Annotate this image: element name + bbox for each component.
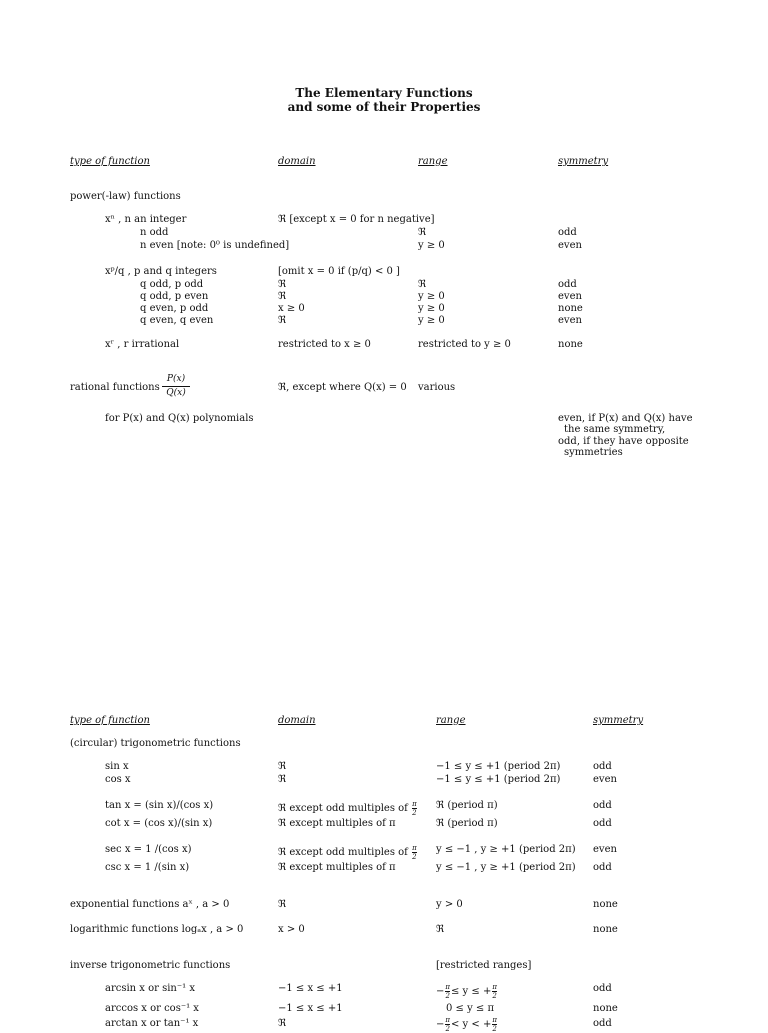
header-domain-2: domain <box>278 715 316 726</box>
inv-asin-range-mid: ≤ y ≤ + <box>451 986 492 997</box>
rational-domain: ℜ, except where Q(x) = 0 <box>278 382 407 393</box>
section-trig: (circular) trigonometric functions <box>70 738 241 749</box>
trig-csc-domain: ℜ except multiples of π <box>278 862 396 873</box>
inv-atan-sym: odd <box>593 1018 612 1029</box>
section-power: power(-law) functions <box>70 191 181 202</box>
power-q4-label: q even, q even <box>140 315 214 326</box>
trig-sec-range: y ≤ −1 , y ≥ +1 (period 2π) <box>436 844 576 855</box>
header-symmetry: symmetry <box>558 156 609 167</box>
power-q3-label: q even, p odd <box>140 303 209 314</box>
page-title: The Elementary Functions <box>295 86 473 100</box>
trig-cot-range: ℜ (period π) <box>436 818 498 829</box>
power-q2-label: q odd, p even <box>140 291 209 302</box>
power-q1-domain: ℜ <box>278 279 287 290</box>
section-inverse-trig: inverse trigonometric functions <box>70 960 231 971</box>
header-symmetry-2: symmetry <box>593 715 644 726</box>
trig-csc-range: y ≤ −1 , y ≥ +1 (period 2π) <box>436 862 576 873</box>
pi-over-two: $\frac{\pi}{2}$ <box>445 983 450 1000</box>
inv-acos-range: 0 ≤ y ≤ π <box>446 1003 495 1014</box>
inv-atan-range-mid: < y < + <box>451 1019 492 1030</box>
power-q4-sym: even <box>558 315 582 326</box>
rational-sym-1: even, if P(x) and Q(x) have <box>558 413 693 424</box>
power-rat-label: xᵖ/q , p and q integers <box>105 266 217 277</box>
trig-cos-label: cos x <box>105 774 131 785</box>
power-q4-range: y ≥ 0 <box>418 315 445 326</box>
rational-sym-4: symmetries <box>564 447 623 458</box>
power-q1-label: q odd, p odd <box>140 279 204 290</box>
trig-tan-sym: odd <box>593 800 612 811</box>
power-q1-sym: odd <box>558 279 577 290</box>
power-int-domain: ℜ [except x = 0 for n negative] <box>278 214 435 225</box>
rational-fraction <box>162 374 190 399</box>
rational-sym-3: odd, if they have opposite <box>558 436 689 447</box>
rational-range: various <box>418 382 456 393</box>
trig-sec-label: sec x = 1 /(cos x) <box>105 844 192 855</box>
power-irr-range: restricted to y ≥ 0 <box>418 339 511 350</box>
page-subtitle: and some of their Properties <box>287 100 481 114</box>
expo-sym: none <box>593 899 618 910</box>
trig-csc-label: csc x = 1 /(sin x) <box>105 862 190 873</box>
pi-over-two: $\frac{\pi}{2}$ <box>492 983 497 1000</box>
rational-numerator: P(x) <box>166 374 186 384</box>
trig-cot-sym: odd <box>593 818 612 829</box>
trig-cos-range: −1 ≤ y ≤ +1 (period 2π) <box>436 774 561 785</box>
inv-asin-range: $-\frac{\pi}{2}\le y \le +\frac{\pi}{2}$ <box>436 983 497 1000</box>
rational-denominator: Q(x) <box>166 388 186 398</box>
expo-range: y > 0 <box>436 899 463 910</box>
header-range-2: range <box>436 715 466 726</box>
log-range: ℜ <box>436 924 445 935</box>
trig-sec-domain <box>278 844 418 861</box>
power-q2-domain: ℜ <box>278 291 287 302</box>
power-rat-domain: [omit x = 0 if (p/q) < 0 ] <box>278 266 400 277</box>
trig-sec-domain-text: ℜ except odd multiples of <box>278 847 408 858</box>
log-sym: none <box>593 924 618 935</box>
rational-note: for P(x) and Q(x) polynomials <box>105 413 254 424</box>
inv-asin-sym: odd <box>593 983 612 994</box>
power-q2-sym: even <box>558 291 582 302</box>
log-domain: x > 0 <box>278 924 305 935</box>
pi-over-two: $\frac{\pi}{2}$ <box>412 844 417 861</box>
inv-asin-domain: −1 ≤ x ≤ +1 <box>278 983 343 994</box>
header-type-2: type of function <box>70 715 150 726</box>
power-nodd-sym: odd <box>558 227 577 238</box>
power-irr-sym: none <box>558 339 583 350</box>
header-domain: domain <box>278 156 316 167</box>
header-type: type of function <box>70 156 150 167</box>
inv-atan-label: arctan x or tan⁻¹ x <box>105 1018 199 1029</box>
power-irr-label: xʳ , r irrational <box>105 339 180 350</box>
power-neven-sym: even <box>558 240 582 251</box>
header-range: range <box>418 156 448 167</box>
trig-sin-label: sin x <box>105 761 129 772</box>
expo-domain: ℜ <box>278 899 287 910</box>
trig-cot-label: cot x = (cos x)/(sin x) <box>105 818 213 829</box>
trig-cot-domain: ℜ except multiples of π <box>278 818 396 829</box>
power-nodd-label: n odd <box>140 227 169 238</box>
trig-tan-domain <box>278 800 418 817</box>
power-int-label: xⁿ , n an integer <box>105 214 187 225</box>
inv-acos-label: arccos x or cos⁻¹ x <box>105 1003 199 1014</box>
power-q3-sym: none <box>558 303 583 314</box>
power-q3-domain: x ≥ 0 <box>278 303 305 314</box>
power-q1-range: ℜ <box>418 279 427 290</box>
trig-tan-range: ℜ (period π) <box>436 800 498 811</box>
trig-sin-domain: ℜ <box>278 761 287 772</box>
inv-atan-domain: ℜ <box>278 1018 287 1029</box>
trig-sin-range: −1 ≤ y ≤ +1 (period 2π) <box>436 761 561 772</box>
inv-acos-domain: −1 ≤ x ≤ +1 <box>278 1003 343 1014</box>
trig-cos-domain: ℜ <box>278 774 287 785</box>
trig-tan-label: tan x = (sin x)/(cos x) <box>105 800 214 811</box>
log-label: logarithmic functions logₐx , a > 0 <box>70 924 244 935</box>
pi-over-two: $\frac{\pi}{2}$ <box>412 800 417 817</box>
power-q3-range: y ≥ 0 <box>418 303 445 314</box>
power-q2-range: y ≥ 0 <box>418 291 445 302</box>
expo-label: exponential functions aˣ , a > 0 <box>70 899 230 910</box>
rational-label: rational functions <box>70 382 160 393</box>
trig-cos-sym: even <box>593 774 617 785</box>
power-neven-range: y ≥ 0 <box>418 240 445 251</box>
inv-acos-sym: none <box>593 1003 618 1014</box>
inverse-restricted-note: [restricted ranges] <box>436 960 532 971</box>
inv-atan-range: $-\frac{\pi}{2}< y < +\frac{\pi}{2}$ <box>436 1016 497 1033</box>
rational-sym-2: the same symmetry, <box>564 424 666 435</box>
trig-sec-sym: even <box>593 844 617 855</box>
inv-asin-label: arcsin x or sin⁻¹ x <box>105 983 195 994</box>
power-q4-domain: ℜ <box>278 315 287 326</box>
trig-sin-sym: odd <box>593 761 612 772</box>
pi-over-two: $\frac{\pi}{2}$ <box>492 1016 497 1033</box>
power-irr-domain: restricted to x ≥ 0 <box>278 339 371 350</box>
pi-over-two: $\frac{\pi}{2}$ <box>445 1016 450 1033</box>
trig-csc-sym: odd <box>593 862 612 873</box>
trig-tan-domain-text: ℜ except odd multiples of <box>278 803 408 814</box>
power-nodd-range: ℜ <box>418 227 427 238</box>
power-neven-label: n even [note: 0⁰ is undefined] <box>140 240 290 251</box>
